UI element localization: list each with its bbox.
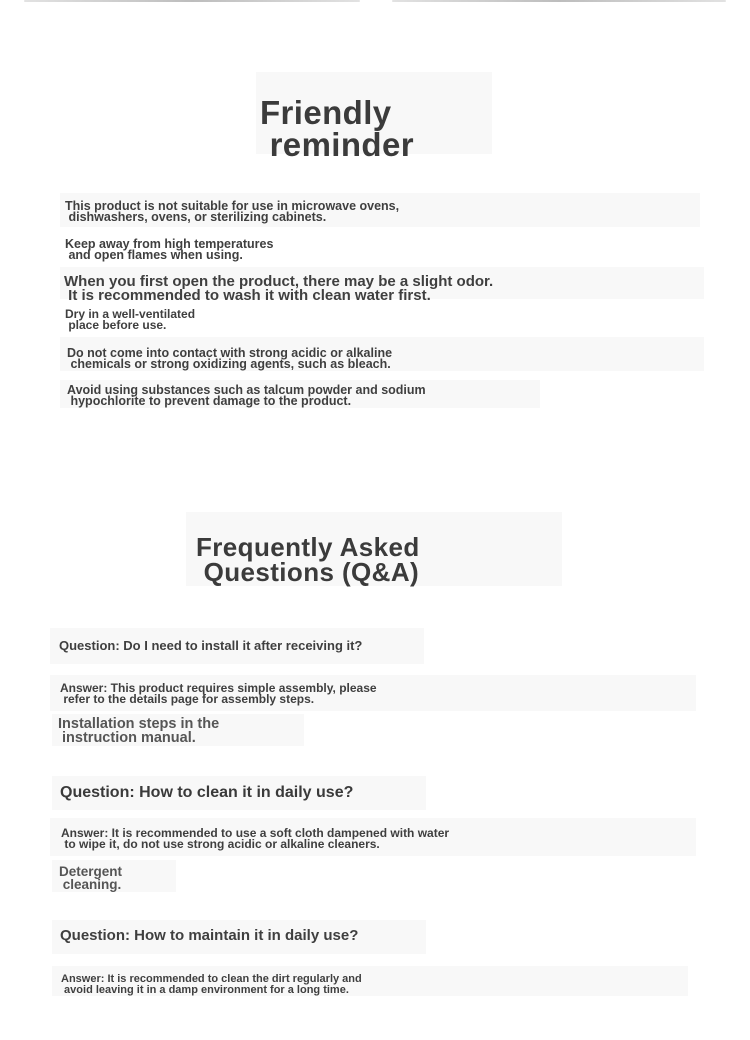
reminder-item: Dry in a well-ventilated place before use. [65,307,196,332]
faq-answer: Answer: This product requires simple assembly, please refer to the details page for assembly steps. [60,681,377,706]
faq-question: Question: Do I need to install it after receiving it? [59,638,363,653]
reminder-title: Friendly reminder [260,94,414,163]
reminder-item: This product is not suitable for use in microwave ovens, dishwashers, ovens, or sterilizing cabinets. [65,199,400,224]
top-divider-left [24,0,360,2]
faq-answer: Answer: It is recommended to use a soft cloth dampened with water to wipe it, do not use strong acidic or alkaline cleaners. [61,826,450,851]
faq-title: Frequently Asked Questions (Q&A) [196,532,420,587]
faq-question: Question: How to clean it in daily use? [60,784,354,801]
reminder-item: Do not come into contact with strong acidic or alkaline chemicals or strong oxidizing agents, such as bleach. [67,346,393,371]
top-divider-right [392,0,726,2]
reminder-item: Keep away from high temperatures and open flames when using. [65,237,274,262]
faq-answer-note: Installation steps in the instruction manual. [58,716,220,746]
reminder-item: When you first open the product, there may be a slight odor. It is recommended to wash it with clean water first. [64,273,494,304]
faq-answer-note: Detergent cleaning. [59,864,123,892]
reminder-item: Avoid using substances such as talcum powder and sodium hypochlorite to prevent damage to the product. [67,383,426,408]
faq-answer: Answer: It is recommended to clean the dirt regularly and avoid leaving it in a damp environment for a long time. [61,973,362,996]
faq-question: Question: How to maintain it in daily use? [60,927,359,944]
